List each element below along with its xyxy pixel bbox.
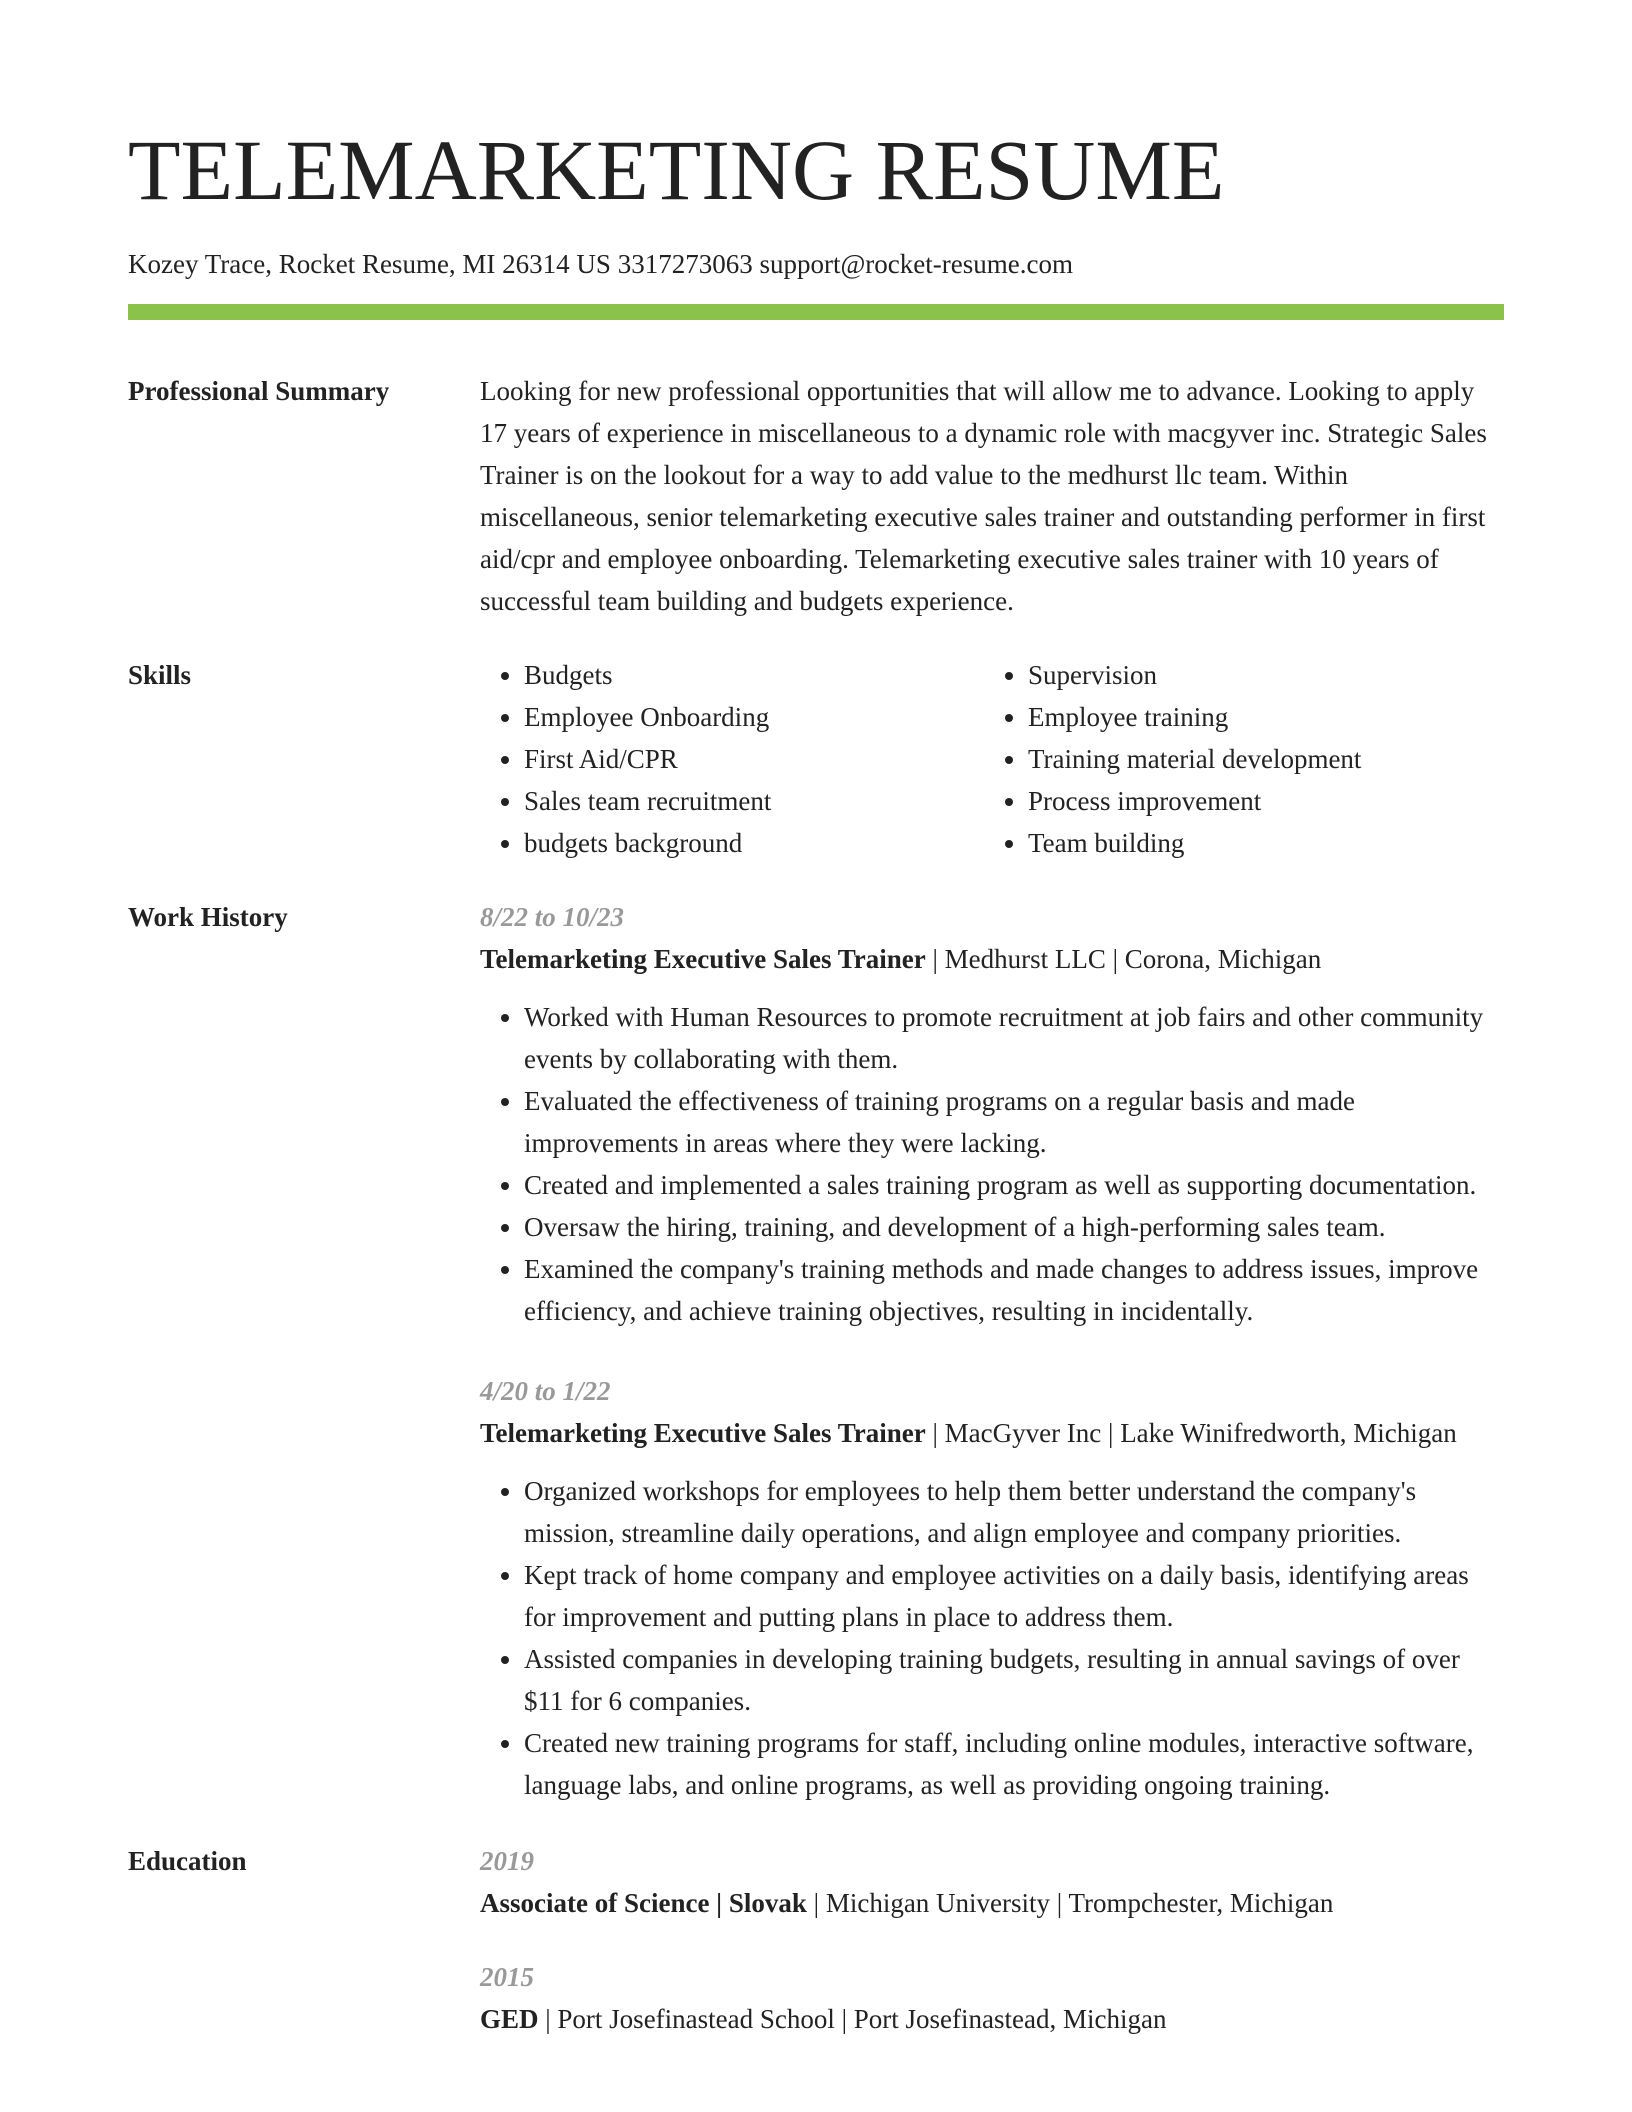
job-bullet: • Oversaw the hiring, training, and development of a high-performing sales team.	[524, 1206, 1504, 1248]
job-date: 4/20 to 1/22	[480, 1376, 611, 1406]
skills-column-right	[984, 654, 1488, 864]
education-details: | Port Josefinastead School | Port Josefinastead, Michigan	[538, 2004, 1167, 2034]
skill-item: • Employee training	[1028, 696, 1488, 738]
job-bullet: • Examined the company's training methods and made changes to address issues, improve efficiency, and achieve training objectives, resulting in incidentally.	[524, 1248, 1504, 1332]
job-title: Telemarketing Executive Sales Trainer	[480, 944, 926, 974]
education-degree: GED	[480, 2004, 539, 2034]
education-content	[480, 1840, 1504, 2040]
job-details: | MacGyver Inc | Lake Winifredworth, Michigan	[925, 1418, 1457, 1448]
education-line	[480, 1882, 1504, 1924]
job-title: Telemarketing Executive Sales Trainer	[480, 1418, 926, 1448]
skill-item: • Process improvement	[1028, 780, 1488, 822]
work-history-label: Work History	[128, 902, 288, 932]
skill-item: • budgets background	[524, 822, 984, 864]
job-role-line	[480, 1412, 1504, 1454]
skills-grid	[480, 654, 1504, 864]
summary-section	[128, 370, 1504, 622]
job-bullet: • Assisted companies in developing training budgets, resulting in annual savings of over $11 for 6 companies.	[524, 1638, 1504, 1722]
job-bullet: • Created new training programs for staff, including online modules, interactive software, language labs, and online programs, as well as providing ongoing training.	[524, 1722, 1504, 1806]
skills-column-left	[480, 654, 984, 864]
skills-label: Skills	[128, 660, 192, 690]
education-entry	[480, 1956, 1504, 2040]
job-bullet: • Kept track of home company and employee activities on a daily basis, identifying areas for improvement and putting plans in place to address them.	[524, 1554, 1504, 1638]
contact-line: Kozey Trace, Rocket Resume, MI 26314 US 3317273063 support@rocket-resume.com	[128, 249, 1073, 279]
work-history-content	[480, 896, 1504, 1806]
education-year: 2015	[480, 1962, 534, 1992]
accent-divider	[128, 304, 1504, 320]
job-date: 8/22 to 10/23	[480, 902, 625, 932]
skill-item: • Sales team recruitment	[524, 780, 984, 822]
job-entry	[480, 1370, 1504, 1806]
education-entry	[480, 1840, 1504, 1924]
job-bullet: • Worked with Human Resources to promote recruitment at job fairs and other community events by collaborating with them.	[524, 996, 1504, 1080]
job-details: | Medhurst LLC | Corona, Michigan	[925, 944, 1322, 974]
skill-item: • Training material development	[1028, 738, 1488, 780]
summary-text: Looking for new professional opportunities that will allow me to advance. Looking to apply 17 years of experience in miscellaneous to a dynamic role with macgyver inc. Strategic Sales Trainer is on the lookout for a way to add value to the medhurst llc team. Within miscellaneous, senior telemarketing executive sales trainer and outstanding performer in first aid/cpr and employee onboarding. Telemarketing executive sales trainer with 10 years of successful team building and budgets experience.	[480, 376, 1487, 616]
skill-item: • Budgets	[524, 654, 984, 696]
job-bullet: • Created and implemented a sales training program as well as supporting documentation.	[524, 1164, 1504, 1206]
education-degree: Associate of Science | Slovak	[480, 1888, 807, 1918]
skill-item: • First Aid/CPR	[524, 738, 984, 780]
work-history-section	[128, 896, 1504, 1806]
education-label: Education	[128, 1846, 247, 1876]
education-line	[480, 1998, 1504, 2040]
education-year: 2019	[480, 1846, 534, 1876]
education-details: | Michigan University | Trompchester, Michigan	[806, 1888, 1334, 1918]
job-entry	[480, 896, 1504, 1332]
job-bullet: • Organized workshops for employees to help them better understand the company's mission, streamline daily operations, and align employee and company priorities.	[524, 1470, 1504, 1554]
skill-item: • Team building	[1028, 822, 1488, 864]
summary-label: Professional Summary	[128, 376, 390, 406]
education-section	[128, 1840, 1504, 2040]
skill-item: • Supervision	[1028, 654, 1488, 696]
job-role-line	[480, 938, 1504, 980]
resume-title: TELEMARKETING RESUME	[128, 122, 1225, 218]
skill-item: • Employee Onboarding	[524, 696, 984, 738]
skills-section	[128, 654, 1504, 864]
job-bullet: • Evaluated the effectiveness of training programs on a regular basis and made improvements in areas where they were lacking.	[524, 1080, 1504, 1164]
